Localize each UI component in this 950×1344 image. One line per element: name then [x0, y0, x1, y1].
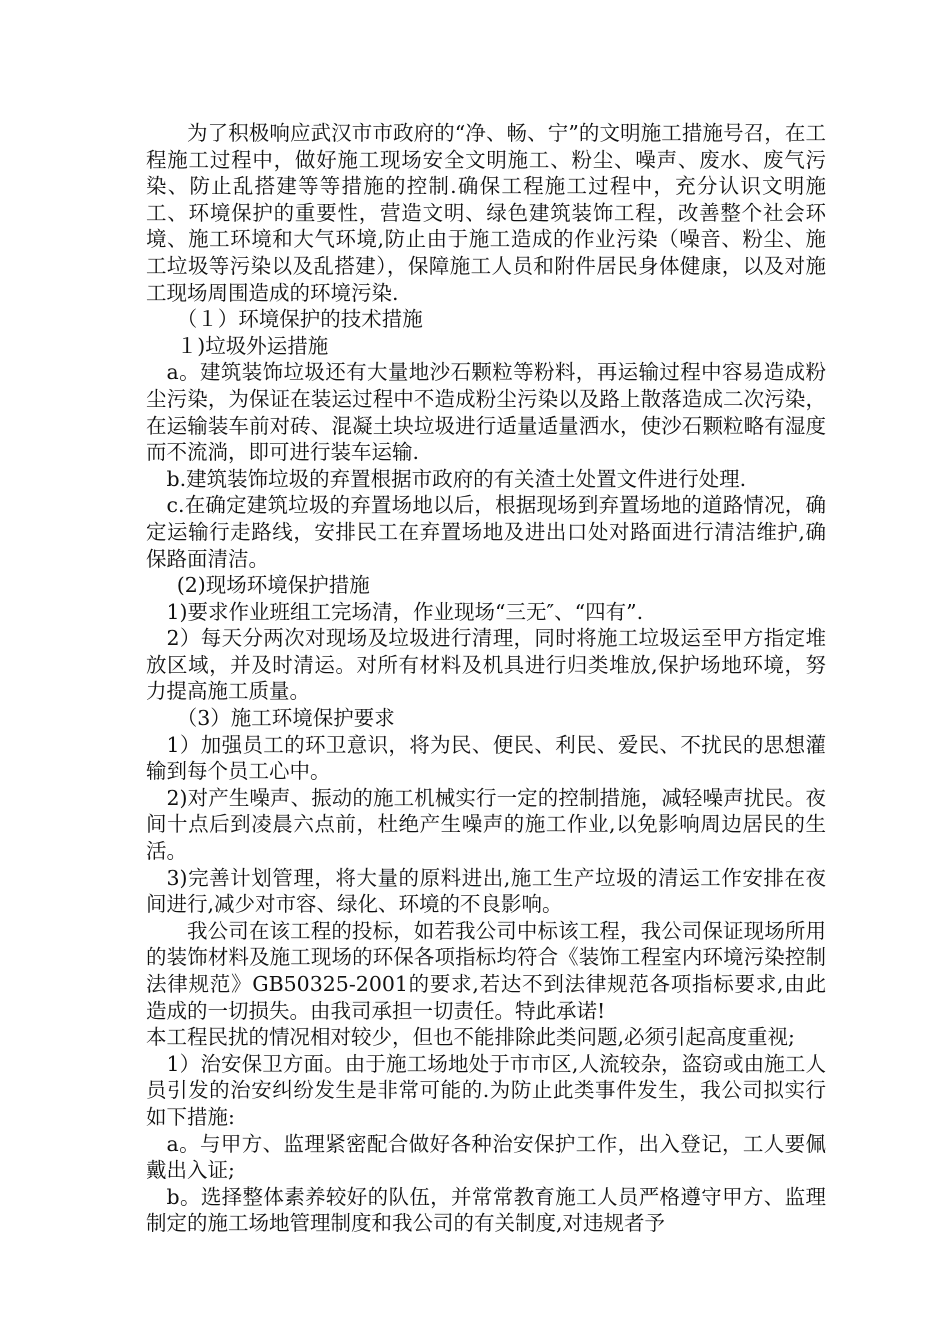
paragraph-item-2: 2）每天分两次对现场及垃圾进行清理，同时将施工垃圾运至甲方指定堆放区域，并及时清运。对所有材料及机具进行归类堆放,保护场地环境，努力提高施工质量。: [146, 626, 826, 704]
disturbance-paragraph: 本工程民扰的情况相对较少，但也不能排除此类问题,必须引起高度重视;: [146, 1025, 795, 1050]
commitment-paragraph: 我公司在该工程的投标，如若我公司中标该工程，我公司保证现场所用的装饰材料及施工现场的环保各项指标均符合《装饰工程室内环境污染控制法律规范》GB50325-2001的要求,若达不到法律规范各项指标要求,由此造成的一切损失。由我司承担一切责任。特此承诺!: [146, 918, 826, 1023]
paragraph-requirement-2: 2)对产生噪声、振动的施工机械实行一定的控制措施，减轻噪声扰民。夜间十点后到凌晨六点前，杜绝产生噪声的施工作业,以免影响周边居民的生活。: [146, 785, 826, 864]
section-heading-3: （3）施工环境保护要求: [176, 706, 395, 731]
security-item-a: a。与甲方、监理紧密配合做好各种治安保护工作，出入登记，工人要佩戴出入证;: [146, 1131, 826, 1183]
security-paragraph: 1）治安保卫方面。由于施工场地处于市市区,人流较杂，盗窃或由施工人员引发的治安纠纷发生是非常可能的.为防止此类事件发生，我公司拟实行如下措施:: [146, 1051, 826, 1129]
section-heading-2: (2)现场环境保护措施: [176, 573, 370, 598]
paragraph-item-1: 1)要求作业班组工完场清，作业现场“三无″、“四有”.: [166, 599, 644, 624]
security-item-b: b。选择整体素养较好的队伍，并常常教育施工人员严格遵守甲方、监理制定的施工场地管理制度和我公司的有关制度,对违规者予: [146, 1184, 826, 1236]
document-body: [146, 120, 826, 1237]
paragraph-item-b: b.建筑装饰垃圾的弃置根据市政府的有关渣土处置文件进行处理.: [166, 466, 747, 491]
paragraph-requirement-3: 3)完善计划管理，将大量的原料进出,施工生产垃圾的清运工作安排在夜间进行,减少对市容、绿化、环境的不良影响。: [146, 865, 826, 917]
paragraph-item-a: a。建筑装饰垃圾还有大量地沙石颗粒等粉料，再运输过程中容易造成粉尘污染，为保证在装运过程中不造成粉尘污染以及路上散落造成二次污染，在运输装车前对砖、混凝土块垃圾进行适量适量洒水，使沙石颗粒略有湿度而不流淌，即可进行装车运输.: [146, 360, 826, 465]
paragraph-item-c: c.在确定建筑垃圾的弃置场地以后，根据现场到弃置场地的道路情况，确定运输行走路线，安排民工在弃置场地及进出口处对路面进行清洁维护,确保路面清洁。: [146, 493, 826, 571]
subsection-heading-garbage-transport: １)垃圾外运措施: [176, 333, 329, 358]
section-heading-1: （１）环境保护的技术措施: [176, 307, 423, 332]
intro-paragraph: 为了积极响应武汉市市政府的“净、畅、宁”的文明施工措施号召，在工程施工过程中，做好施工现场安全文明施工、粉尘、噪声、废水、废气污染、防止乱搭建等等措施的控制.确保工程施工过程中，充分认识文明施工、环境保护的重要性，营造文明、绿色建筑装饰工程，改善整个社会环境、施工环境和大气环境,防止由于施工造成的作业污染（噪音、粉尘、施工垃圾等污染以及乱搭建），保障施工人员和附件居民身体健康，以及对施工现场周围造成的环境污染.: [146, 121, 826, 305]
paragraph-requirement-1: 1）加强员工的环卫意识，将为民、便民、利民、爱民、不扰民的思想灌输到每个员工心中。: [146, 732, 826, 784]
